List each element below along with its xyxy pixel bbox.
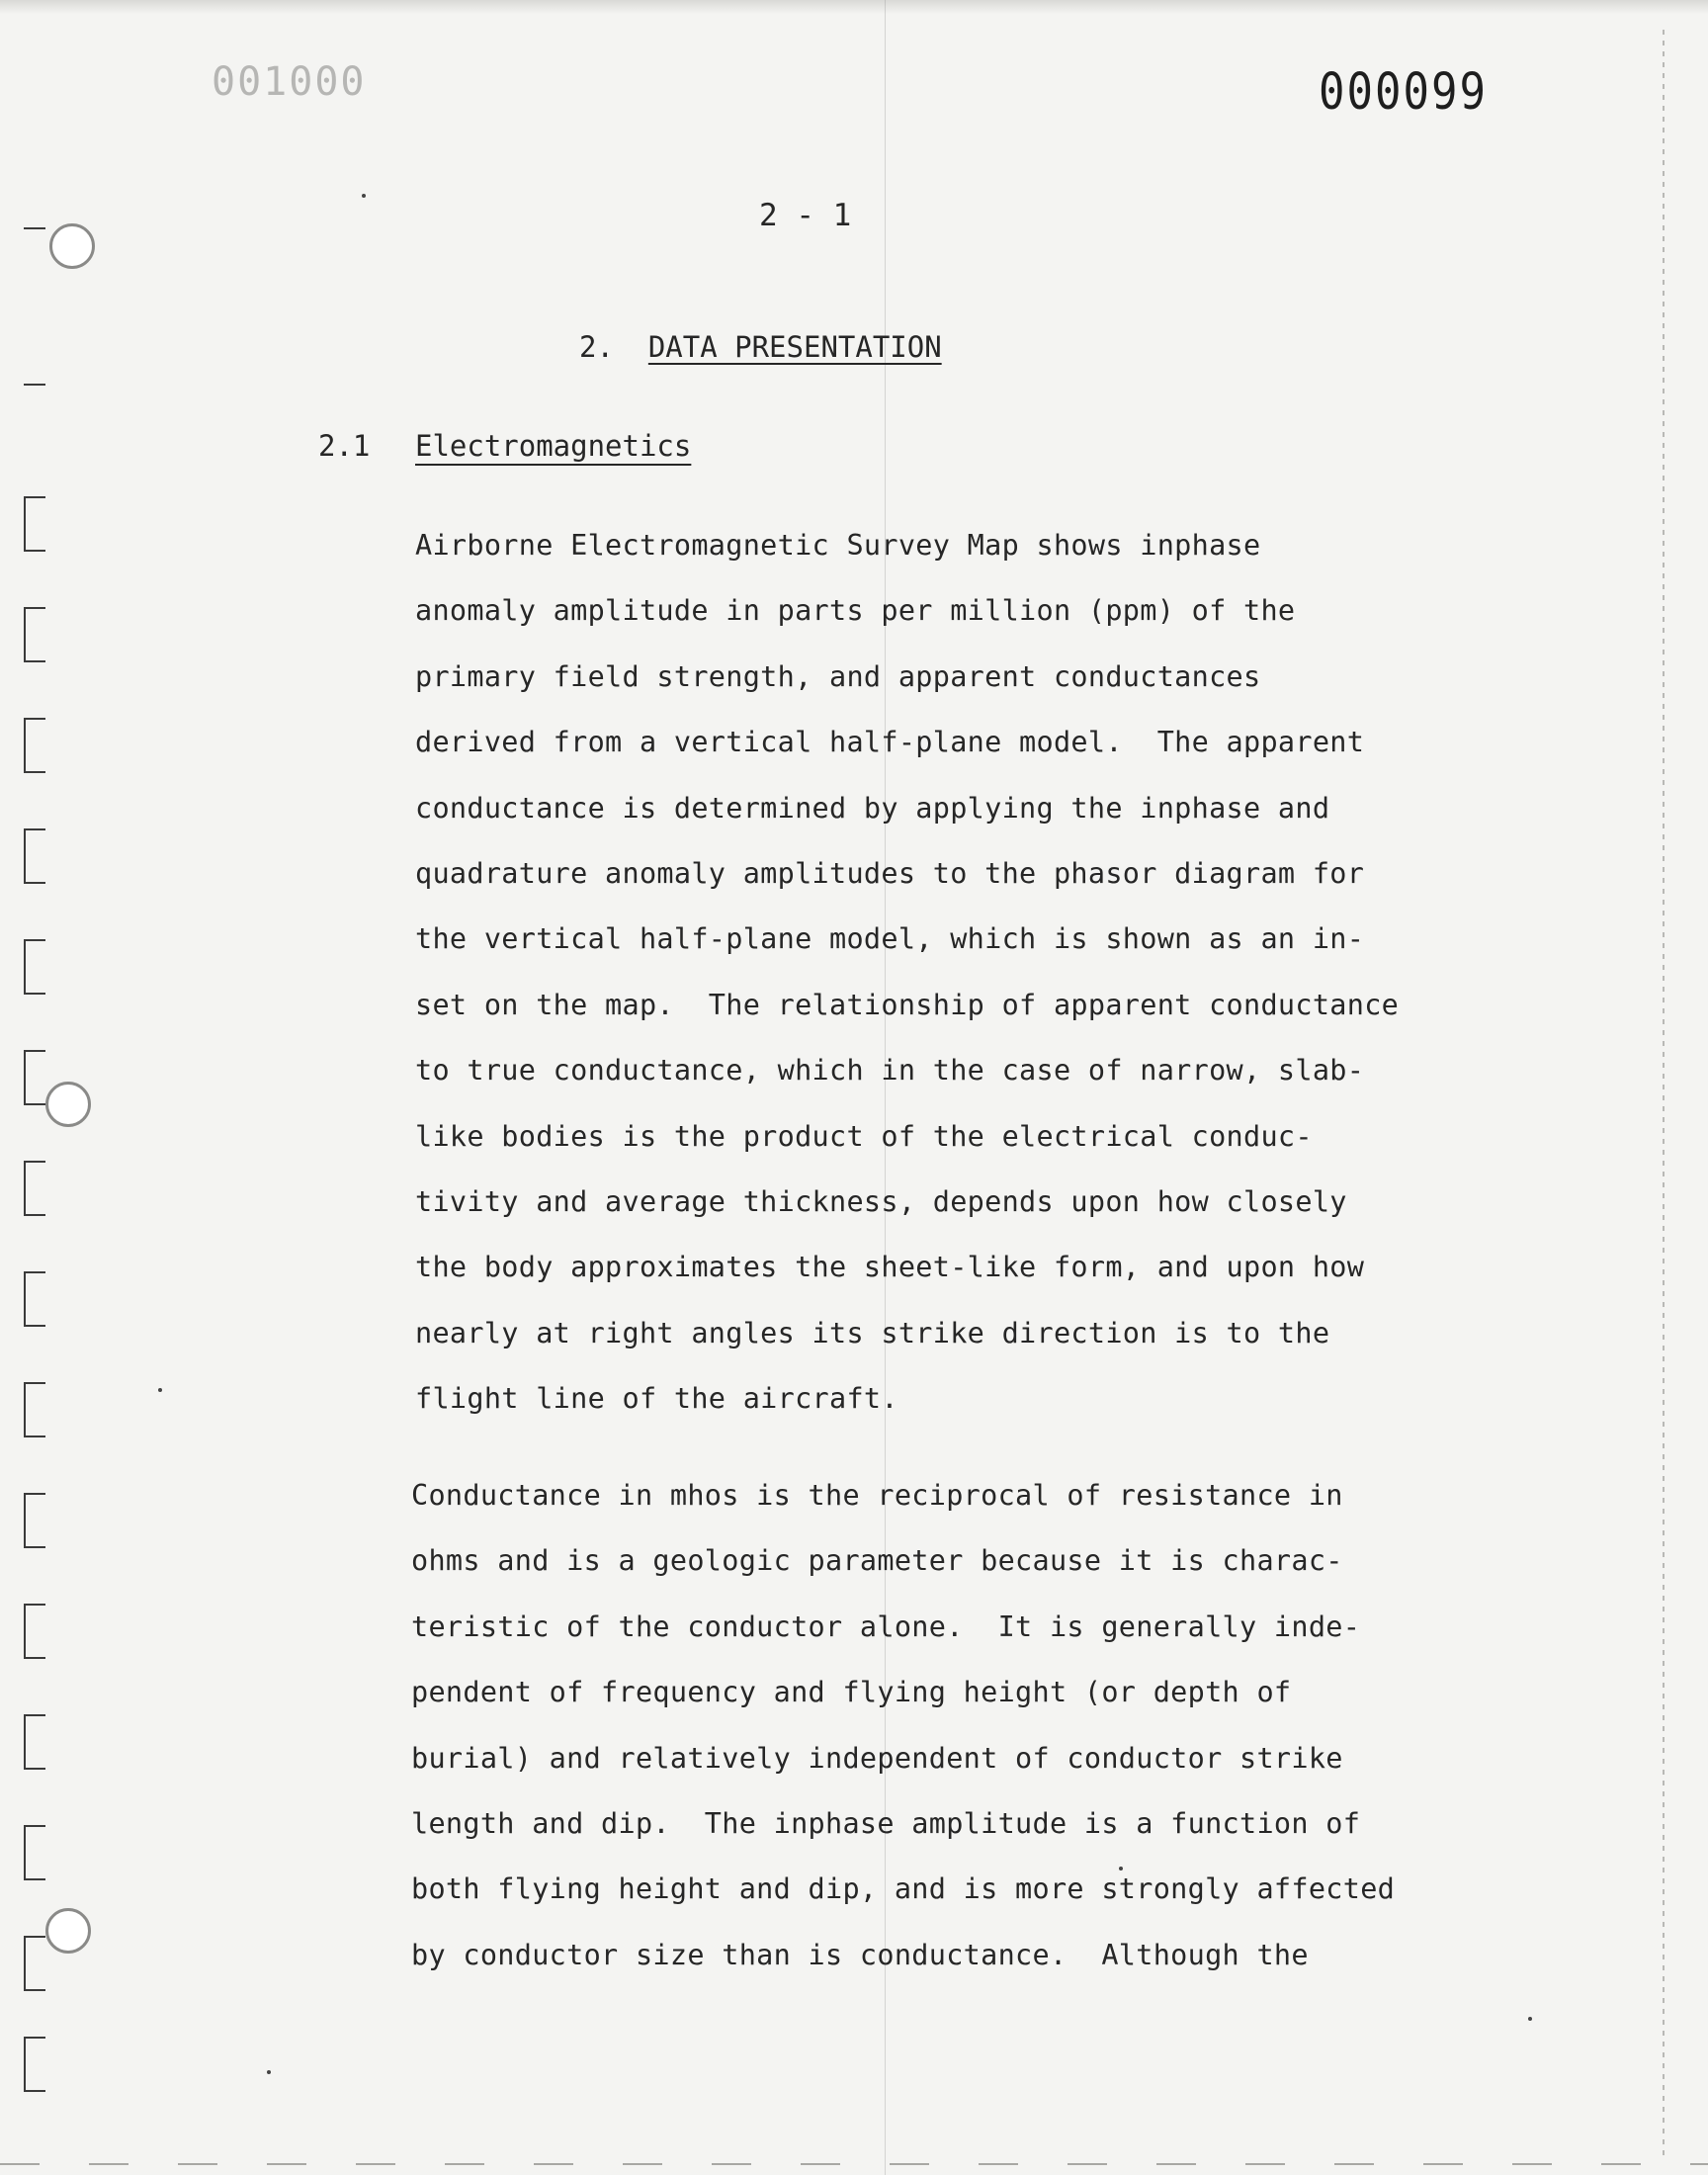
binder-mark (24, 1161, 45, 1216)
text-line: flight line of the aircraft. (415, 1382, 898, 1416)
text-line: derived from a vertical half-plane model. The apparent (415, 726, 1365, 759)
text-line: anomaly amplitude in parts per million (ppm) of the (415, 594, 1296, 628)
binder-mark (24, 384, 45, 413)
binder-mark (24, 1493, 45, 1548)
page-stamp-number: 000099 (1319, 63, 1488, 122)
text-line: both flying height and dip, and is more strongly affected (411, 1872, 1396, 1906)
text-line: the body approximates the sheet-like form, and upon how (415, 1251, 1365, 1284)
text-line: to true conductance, which in the case of narrow, slab- (415, 1054, 1365, 1088)
text-line: like bodies is the product of the electrical conduc- (415, 1119, 1313, 1153)
scan-right-edge (1663, 30, 1665, 2155)
binder-mark (24, 1714, 45, 1770)
text-line: Conductance in mhos is the reciprocal of resistance in (411, 1479, 1343, 1512)
scan-speck (362, 194, 366, 198)
binder-mark (24, 1825, 45, 1880)
binder-mark (24, 1050, 45, 1105)
text-line: teristic of the conductor alone. It is generally inde- (411, 1610, 1361, 1643)
faint-stamp-number: 001000 (212, 59, 367, 105)
text-line: set on the map. The relationship of apparent conductance (415, 988, 1400, 1021)
binder-mark (24, 1604, 45, 1659)
scan-speck (267, 2070, 271, 2074)
subsection-title: Electromagnetics (415, 429, 692, 463)
scan-top-shadow (0, 0, 1708, 14)
page-number: 2 - 1 (759, 198, 852, 233)
punch-hole-middle (45, 1082, 91, 1127)
scan-speck (158, 1388, 162, 1392)
text-line: Airborne Electromagnetic Survey Map shows inphase (415, 529, 1261, 562)
text-line: primary field strength, and apparent conductances (415, 659, 1261, 693)
paragraph-1 (415, 513, 1399, 1432)
text-line: burial) and relatively independent of conductor strike (411, 1741, 1343, 1775)
punch-hole-bottom (45, 1908, 91, 1954)
section-number: 2. (579, 330, 614, 364)
scan-speck (1528, 2017, 1532, 2021)
binder-mark (24, 1271, 45, 1327)
binder-mark (24, 1936, 45, 1991)
text-line: pendent of frequency and flying height (or depth of (411, 1676, 1292, 1709)
binder-mark (24, 496, 45, 552)
binder-mark (24, 939, 45, 995)
binder-mark (24, 1382, 45, 1437)
text-line: by conductor size than is conductance. Although the (411, 1938, 1309, 1971)
text-line: tivity and average thickness, depends upon how closely (415, 1184, 1347, 1218)
punch-hole-top (49, 223, 95, 269)
section-title: DATA PRESENTATION (647, 330, 942, 364)
text-line: the vertical half-plane model, which is shown as an in- (415, 922, 1365, 956)
scan-speck (1119, 1867, 1123, 1870)
binder-mark (24, 607, 45, 662)
binder-mark (24, 828, 45, 884)
section-heading (579, 330, 942, 364)
binder-mark (24, 718, 45, 773)
binder-mark (24, 227, 45, 275)
binder-mark (24, 2037, 45, 2092)
text-line: nearly at right angles its strike direction is to the (415, 1316, 1330, 1349)
text-line: quadrature anomaly amplitudes to the phasor diagram for (415, 856, 1365, 890)
text-line: conductance is determined by applying the inphase and (415, 791, 1330, 825)
text-line: length and dip. The inphase amplitude is a function of (411, 1806, 1361, 1840)
text-line: ohms and is a geologic parameter because it is charac- (411, 1544, 1343, 1578)
paragraph-2 (411, 1463, 1395, 1988)
scan-bottom-edge (0, 2163, 1708, 2165)
subsection-number: 2.1 (318, 429, 371, 463)
